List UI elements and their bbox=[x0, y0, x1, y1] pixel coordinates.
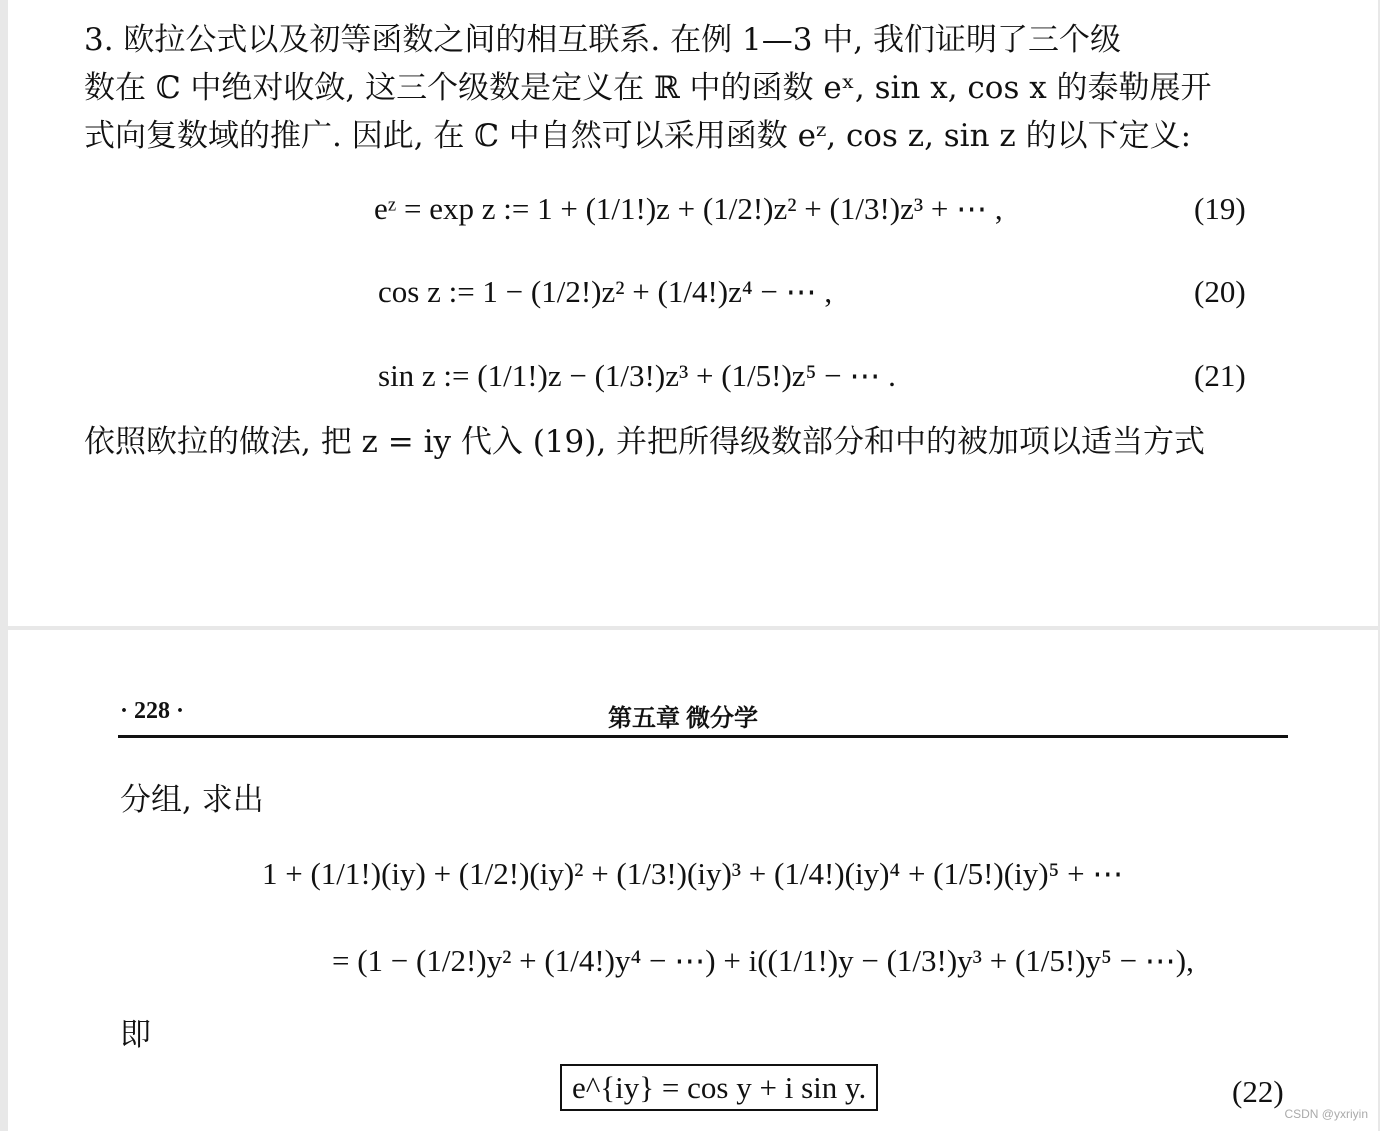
equation-21: sin z := (1/1!)z − (1/3!)z³ + (1/5!)z⁵ − ⋯ . bbox=[378, 358, 896, 393]
equation-19: eᶻ = exp z := 1 + (1/1!)z + (1/2!)z² + (1/3!)z³ + ⋯ , bbox=[374, 191, 1003, 226]
equation-number-20: (20) bbox=[1194, 274, 1246, 309]
paragraph-line-3: 式向复数域的推广. 因此, 在 ℂ 中自然可以采用函数 eᶻ, cos z, sin z 的以下定义: bbox=[84, 118, 1192, 154]
paragraph-closing-line: 依照欧拉的做法, 把 z = iy 代入 (19), 并把所得级数部分和中的被加项以适当方式 bbox=[84, 424, 1206, 460]
text-line-hence: 即 bbox=[120, 1017, 151, 1053]
equation-number-22: (22) bbox=[1232, 1074, 1284, 1109]
equation-number-19: (19) bbox=[1194, 191, 1246, 226]
header-rule bbox=[118, 735, 1288, 738]
boxed-euler-formula: e^{iy} = cos y + i sin y. bbox=[560, 1064, 878, 1111]
equation-20: cos z := 1 − (1/2!)z² + (1/4!)z⁴ − ⋯ , bbox=[378, 274, 833, 309]
equation-series-line-1: 1 + (1/1!)(iy) + (1/2!)(iy)² + (1/3!)(iy)³ + (1/4!)(iy)⁴ + (1/5!)(iy)⁵ + ⋯ bbox=[262, 856, 1124, 891]
page-number: · 228 · bbox=[120, 698, 185, 724]
equation-series-line-2: = (1 − (1/2!)y² + (1/4!)y⁴ − ⋯) + i((1/1!)y − (1/3!)y³ + (1/5!)y⁵ − ⋯), bbox=[332, 943, 1194, 978]
equation-number-21: (21) bbox=[1194, 358, 1246, 393]
watermark: CSDN @yxriyin bbox=[1284, 1107, 1368, 1121]
page-1 bbox=[8, 0, 1378, 626]
paragraph-line-1: 3. 欧拉公式以及初等函数之间的相互联系. 在例 1—3 中, 我们证明了三个级 bbox=[84, 22, 1121, 58]
paragraph-line-2: 数在 ℂ 中绝对收敛, 这三个级数是定义在 ℝ 中的函数 eˣ, sin x, cos x 的泰勒展开 bbox=[84, 70, 1212, 106]
page-2 bbox=[8, 630, 1378, 1131]
text-line-grouping: 分组, 求出 bbox=[120, 782, 264, 818]
chapter-title: 第五章 微分学 bbox=[608, 706, 758, 732]
